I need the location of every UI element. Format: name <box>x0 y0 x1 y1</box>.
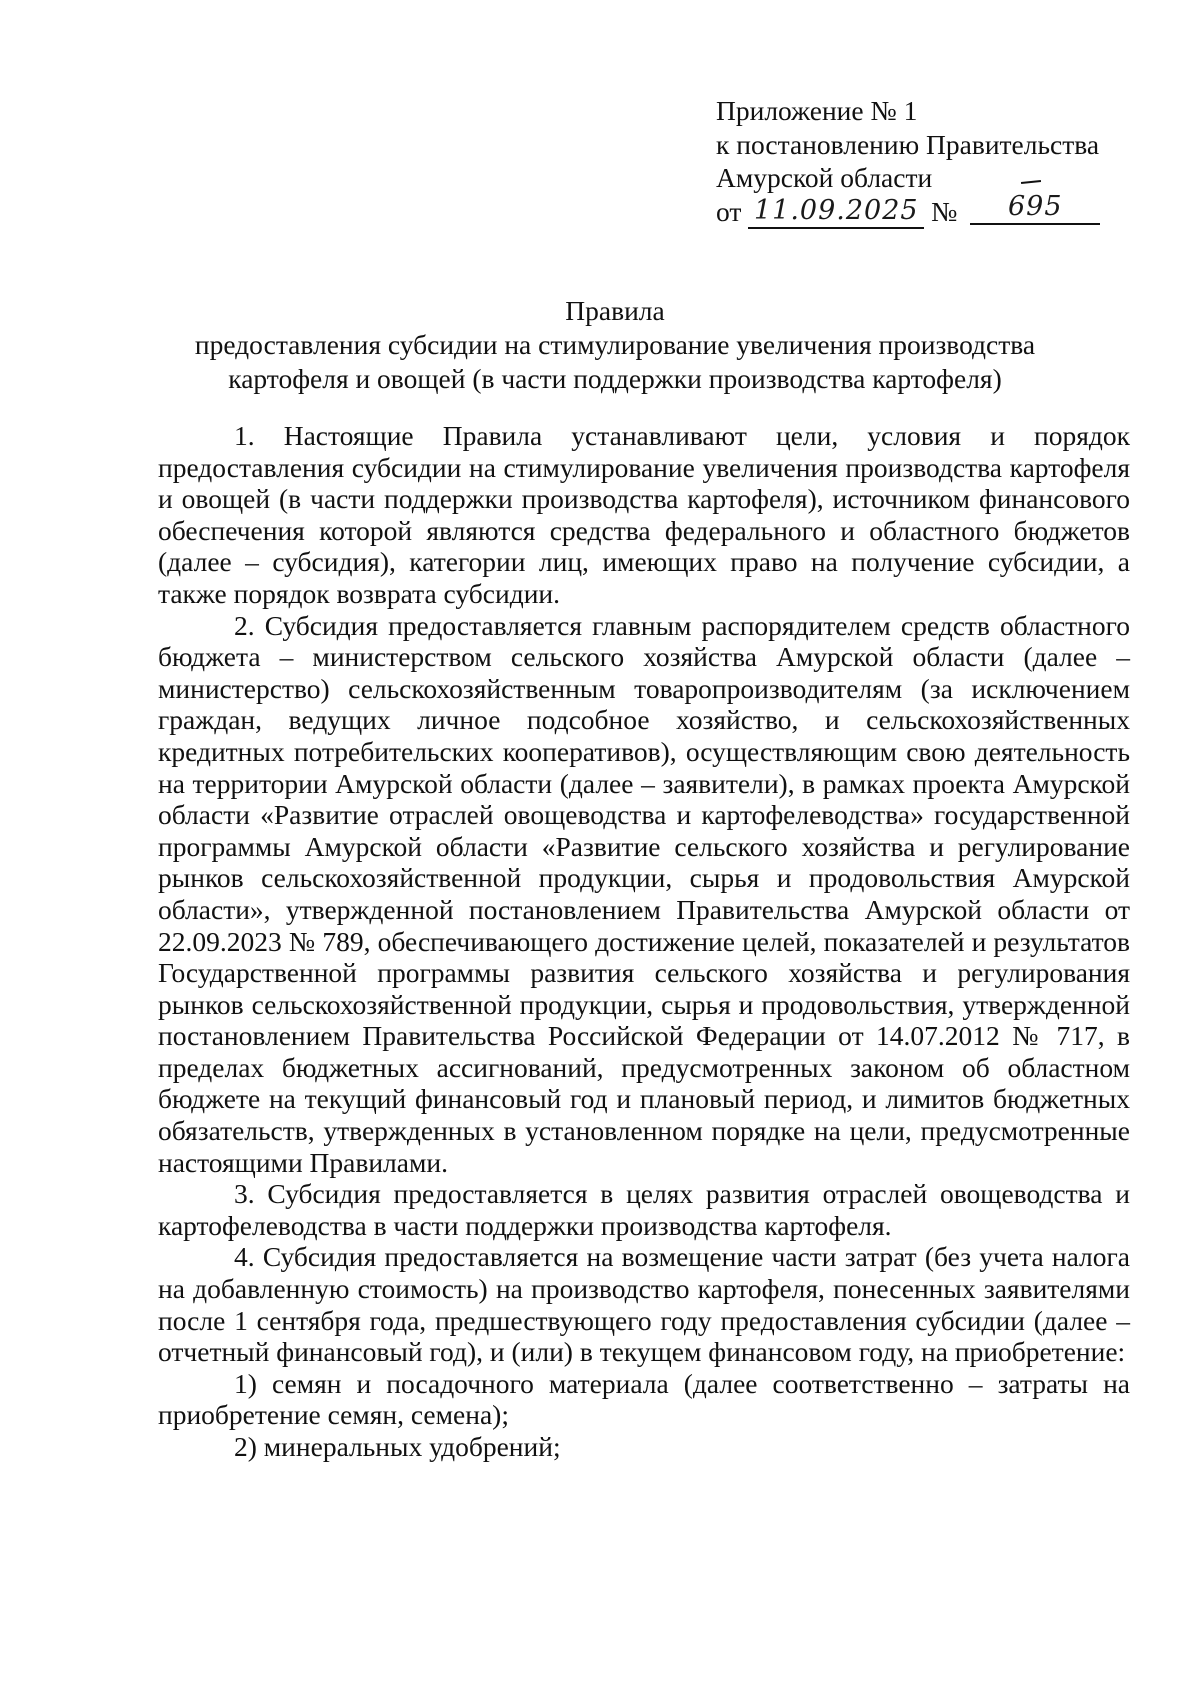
appendix-region: Амурской области <box>716 162 933 193</box>
document-body <box>158 420 1130 1463</box>
title-subtitle-line1: предоставления субсидии на стимулирование увеличения производства <box>194 329 1036 360</box>
paragraph-2: 2. Субсидия предоставляется главным распорядителем средств областного бюджета – министерством сельского хозяйства Амурской области (далее – министерство) сельскохозяйственным товаропроизводителям (за исключением граждан, ведущих личное подсобное хозяйство, и сельскохозяйственных кредитных потребительских кооперативов), осуществляющим свою деятельность на территории Амурской области (далее – заявители), в рамках проекта Амурской области «Развитие отраслей овощеводства и картофелеводства» государственной программы Амурской области «Развитие сельского хозяйства и регулирование рынков сельскохозяйственной продукции, сырья и продовольствия Амурской области», утвержденной постановлением Правительства Амурской области от 22.09.2023 № 789, обеспечивающего достижение целей, показателей и результатов Государственной программы развития сельского хозяйства и регулирования рынков сельскохозяйственной продукции, сырья и продовольствия, утвержденной постановлением Правительства Российской Федерации от 14.07.2012 № 717, в пределах бюджетных ассигнований, предусмотренных законом об областном бюджете на текущий финансовый год и плановый период, и лимитов бюджетных обязательств, утвержденных в установленном порядке на цели, предусмотренные настоящими Правилами. <box>158 609 1130 1178</box>
document-title <box>150 294 1080 396</box>
appendix-title: Приложение № 1 <box>716 95 918 126</box>
paragraph-3: 3. Субсидия предоставляется в целях развития отраслей овощеводства и картофелеводства в части поддержки производства картофеля. <box>158 1178 1130 1241</box>
handwritten-date: 11.09.2025 <box>748 194 924 230</box>
appendix-resolution-ref: к постановлению Правительства <box>716 128 1100 160</box>
paragraph-4: 4. Субсидия предоставляется на возмещение части затрат (без учета налога на добавленную стоимость) на производство картофеля, понесенных заявителями после 1 сентября года, предшествующего году предоставления субсидии (далее – отчетный финансовый год), и (или) в текущем финансовом году, на приобретение: <box>158 1241 1130 1368</box>
appendix-header <box>716 94 1156 235</box>
title-heading: Правила <box>565 295 665 326</box>
number-sign: № <box>931 195 958 227</box>
list-item-2: 2) минеральных удобрений; <box>234 1431 561 1462</box>
paragraph-1: 1. Настоящие Правила устанавливают цели, условия и порядок предоставления субсидии на стимулирование увеличения производства картофеля и овощей (в части поддержки производства картофеля), источником финансового обеспечения которой являются средства федерального и областного бюджетов (далее – субсидия), категории лиц, имеющих право на получение субсидии, а также порядок возврата субсидии. <box>158 420 1130 609</box>
date-prefix: от <box>716 195 742 227</box>
appendix-date-number-line <box>716 190 1156 235</box>
handwritten-number: 695 <box>970 190 1100 226</box>
list-item-1: 1) семян и посадочного материала (далее соответственно – затраты на приобретение семян, семена); <box>158 1367 1130 1431</box>
title-subtitle-line2: картофеля и овощей (в части поддержки производства картофеля) <box>228 363 1002 394</box>
